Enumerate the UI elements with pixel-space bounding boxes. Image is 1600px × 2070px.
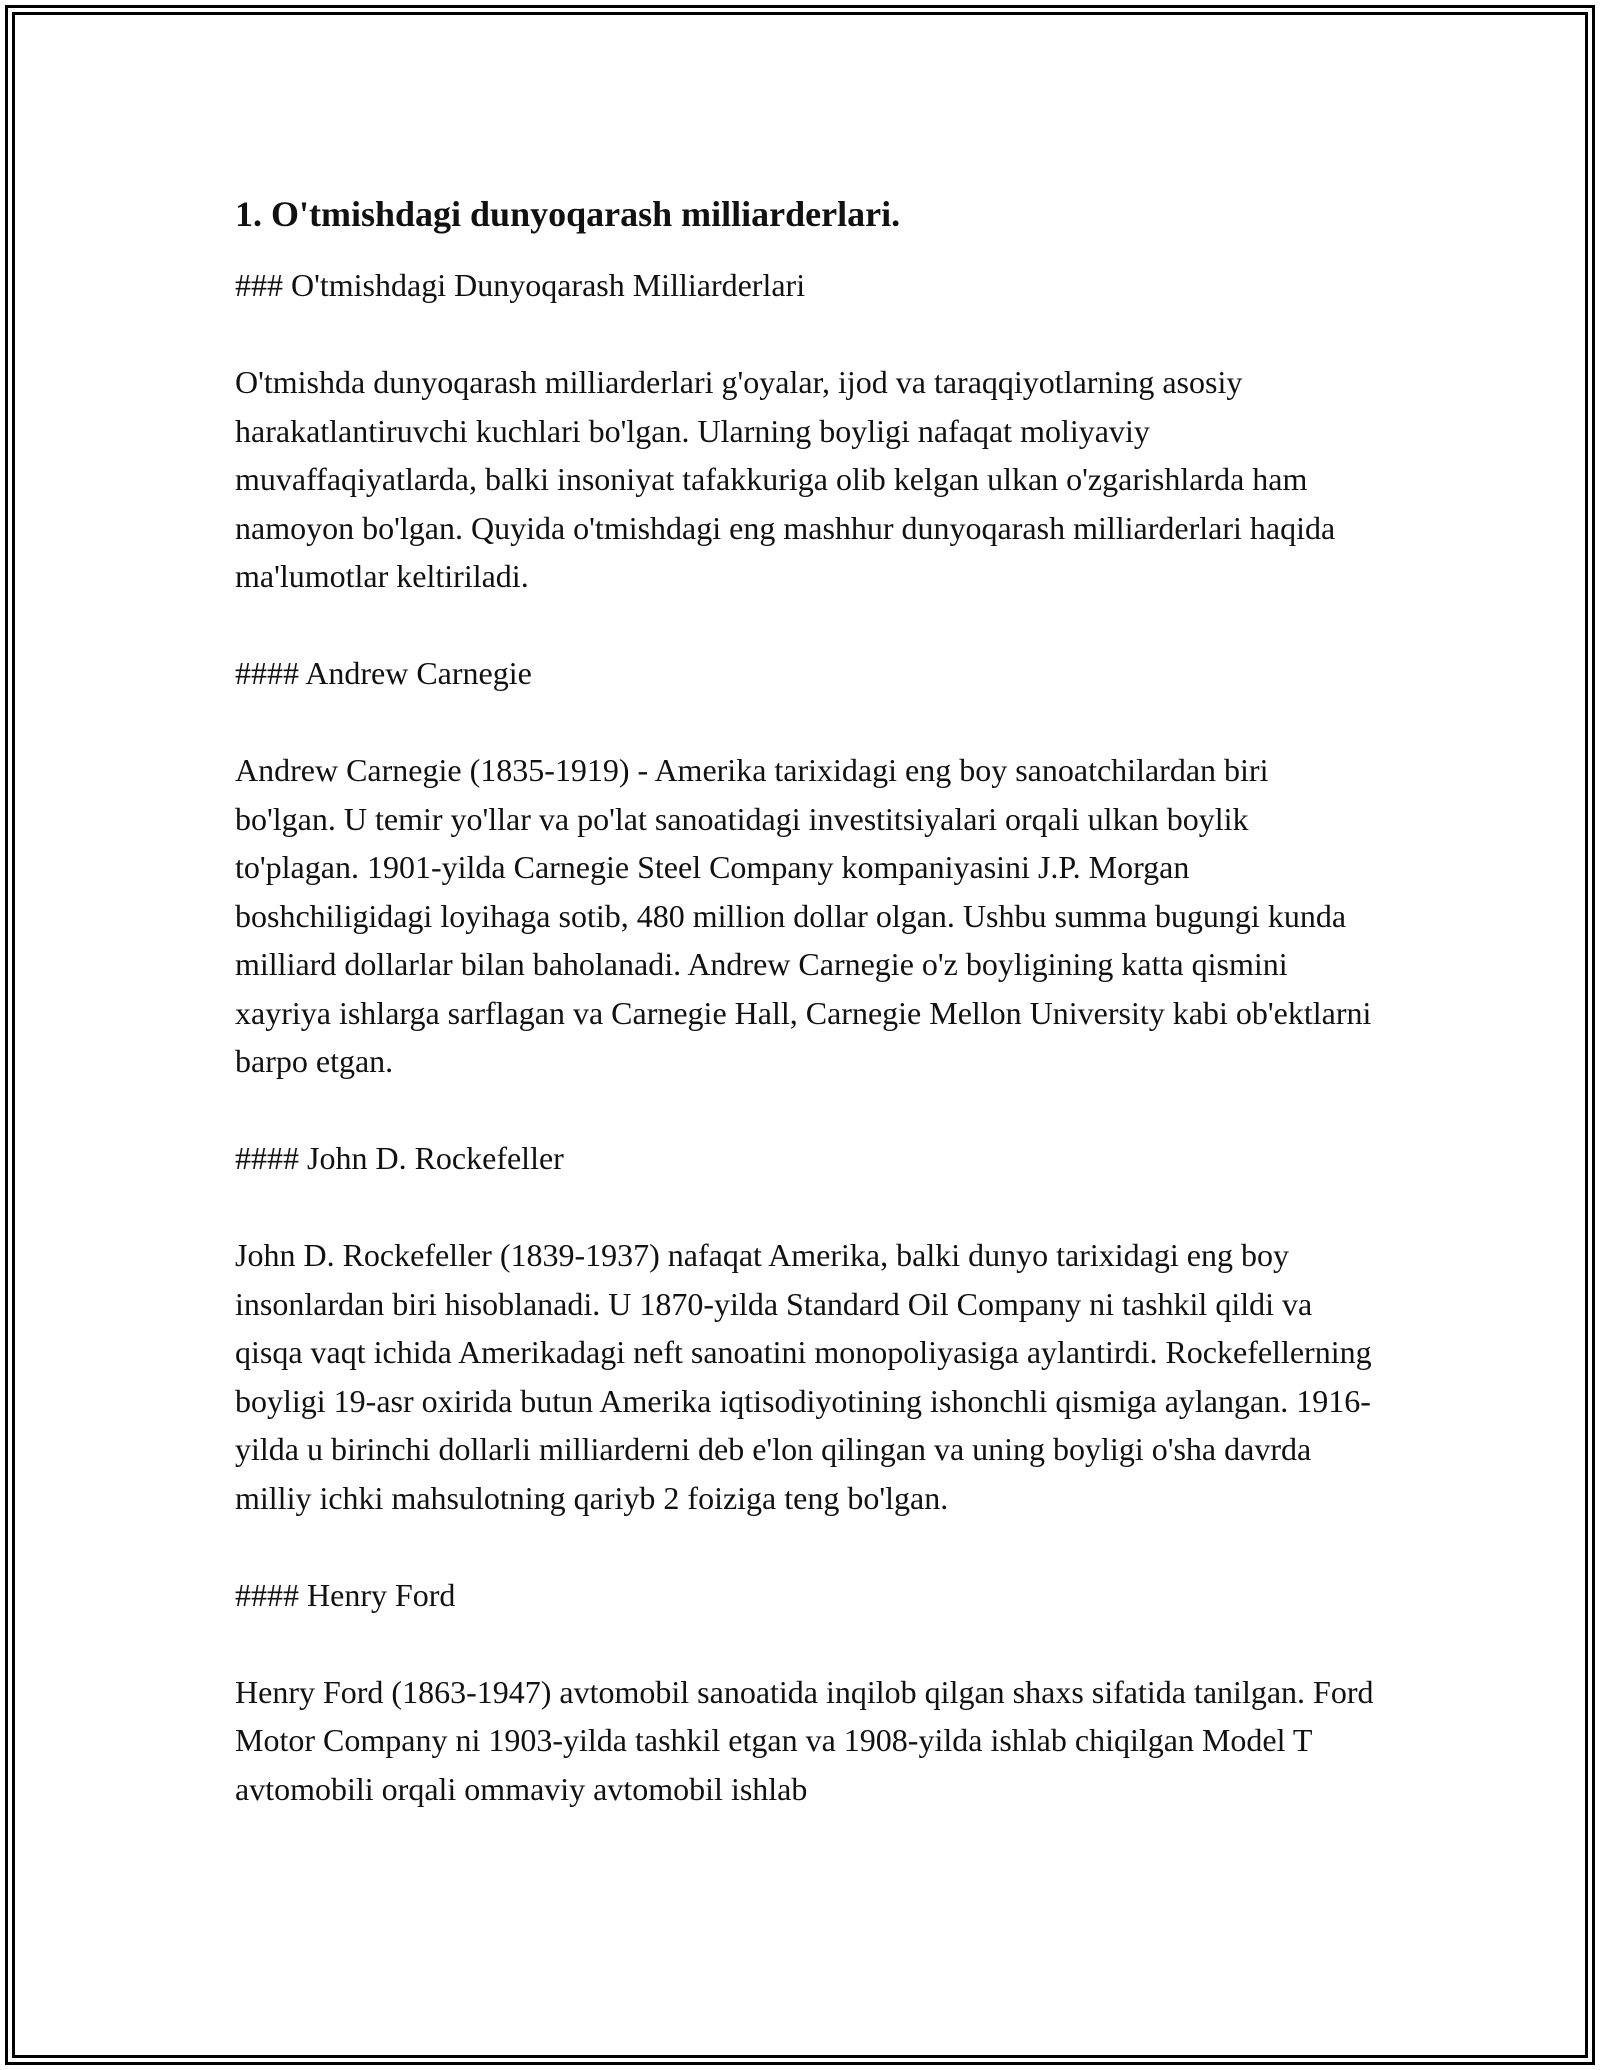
section-text-rockefeller: John D. Rockefeller (1839-1937) nafaqat Amerika, balki dunyo tarixidagi eng boy insonlardan biri hisoblanadi. U 1870-yilda Standard Oil Company ni tashkil qildi va qisqa vaqt ichida Amerikadagi neft sanoatini monopoliyasiga aylantirdi. Rockefellerning boyligi 19-asr oxirida butun Amerika iqtisodiyotining ishonchli qismiga aylangan. 1916-yilda u birinchi dollarli milliarderni deb e'lon qilingan va uning boyligi o'sha davrda milliy ichki mahsulotning qariyb 2 foiziga teng bo'lgan. <box>235 1237 1372 1516</box>
document-body <box>235 190 1375 1813</box>
section-text-carnegie: Andrew Carnegie (1835-1919) - Amerika tarixidagi eng boy sanoatchilardan biri bo'lgan. U temir yo'llar va po'lat sanoatidagi investitsiyalari orqali ulkan boylik to'plagan. 1901-yilda Carnegie Steel Company kompaniyasini J.P. Morgan boshchiligidagi loyihaga sotib, 480 million dollar olgan. Ushbu summa bugungi kunda milliard dollarlar bilan baholanadi. Andrew Carnegie o'z boyligining katta qismini xayriya ishlarga sarflagan va Carnegie Hall, Carnegie Mellon University kabi ob'ektlarni barpo etgan. <box>235 752 1372 1079</box>
section-heading-carnegie: #### Andrew Carnegie <box>235 655 532 691</box>
section-text-ford: Henry Ford (1863-1947) avtomobil sanoatida inqilob qilgan shaxs sifatida tanilgan. Ford Motor Company ni 1903-yilda tashkil etgan va 1908-yilda ishlab chiqilgan Model T avtomobili orqali ommaviy avtomobil ishlab <box>235 1673 1374 1807</box>
section-heading-rockefeller: #### John D. Rockefeller <box>235 1140 564 1176</box>
intro-paragraph: O'tmishda dunyoqarash milliarderlari g'oyalar, ijod va taraqqiyotlarning asosiy harakatlantiruvchi kuchlari bo'lgan. Ularning boyligi nafaqat moliyaviy muvaffaqiyatlarda, balki insoniyat tafakkuriga olib kelgan ulkan o'zgarishlarda ham namoyon bo'lgan. Quyida o'tmishdagi eng mashhur dunyoqarash milliarderlari haqida ma'lumotlar keltiriladi. <box>235 364 1336 594</box>
section-heading-ford: #### Henry Ford <box>235 1576 456 1613</box>
document-subtitle: ### O'tmishdagi Dunyoqarash Milliarderlari <box>235 267 806 303</box>
document-title: 1. O'tmishdagi dunyoqarash milliarderlari. <box>235 194 901 234</box>
